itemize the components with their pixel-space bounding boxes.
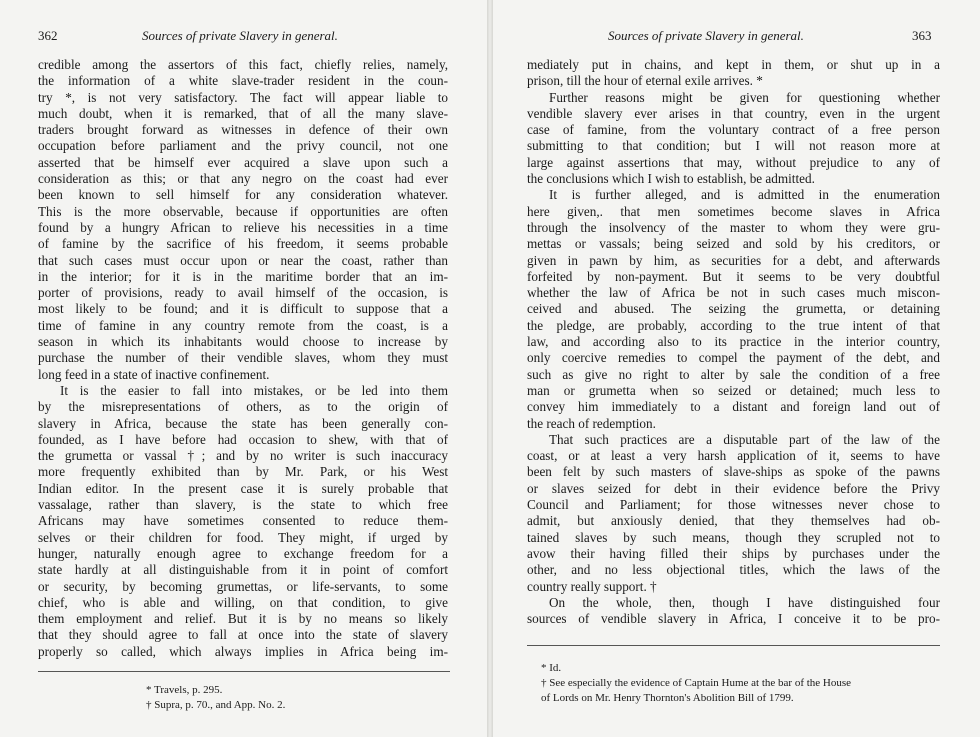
text-line: by the misrepresentations of others, as to the origin of (38, 399, 448, 415)
text-line: consideration as this; or that any negro on the coast had ever (38, 171, 448, 187)
text-line: tained slaves by such means, though they scrupled not to (527, 529, 940, 545)
footnote: of Lords on Mr. Henry Thornton's Abolition Bill of 1799. (541, 692, 794, 704)
text-line: Indian editor. In the present case it is surely probable that (38, 480, 448, 496)
text-line: purchase the number of their vendible slaves, whom they must (38, 350, 448, 366)
text-line: mediately put in chains, and kept in them, or shut up in a (527, 57, 940, 72)
text-line: That such practices are a disputable part of the law of the (549, 431, 940, 447)
text-line: time of famine in any country remote from the coast, is a (38, 317, 448, 333)
page-number: 362 (38, 28, 58, 43)
text-line: of famine by the sacrifice of his freedom, it seems probable (38, 236, 448, 252)
right-page (490, 0, 980, 737)
text-line: that such cases must occur upon or near the coast, rather than (38, 252, 448, 268)
text-line: much doubt, when it is remarked, that of all the many slave- (38, 105, 448, 121)
text-line: founded, as I have before had occasion to shew, with that of (38, 431, 448, 447)
text-line: occupation before parliament and the privy council, not one (38, 138, 448, 154)
text-line: long feed in a state of inactive confinement. (38, 366, 270, 382)
text-line: the conclusions which I wish to establish, be admitted. (527, 171, 815, 187)
text-line: vendible slavery ever arises in that country, even in the urgent (527, 105, 940, 121)
text-line: avow their having filled their ships by purchases under the (527, 545, 940, 561)
text-line: law, and according also to its practice in the interior country, (527, 334, 940, 350)
text-line: admit, but anxiously denied, that they themselves had ob- (527, 513, 940, 529)
text-line: try *, is not very satisfactory. The fact will appear liable to (38, 89, 448, 105)
body-text (38, 57, 448, 660)
text-line: or security, by becoming grumettas, or life-servants, to some (38, 578, 448, 594)
text-line: given in pawn by him, as securities for a debt, and afterwards (527, 252, 940, 268)
text-line: other, and no less objectional titles, which the laws of the (527, 562, 940, 578)
text-line: prison, till the hour of eternal exile arrives. * (527, 73, 763, 89)
running-title: Sources of private Slavery in general. (608, 28, 804, 43)
text-line: found by a hungry African to relieve his necessities in a time (38, 219, 448, 235)
footnote: † Supra, p. 70., and App. No. 2. (146, 699, 286, 711)
text-line: slavery in Africa, because the state has been generally con- (38, 415, 448, 431)
text-line: It is further alleged, and is admitted in the enumeration (549, 187, 940, 203)
text-line: the information of a white slave-trader resident in the coun- (38, 73, 448, 89)
text-line: the pledge, are probably, according to the true intent of that (527, 317, 940, 333)
text-line: selves or their children for food. They might, if urged by (38, 529, 448, 545)
footnote: * Travels, p. 295. (146, 684, 223, 696)
text-line: large against assertions that may, without prejudice to any of (527, 154, 940, 170)
text-line: On the whole, then, though I have distinguished four (549, 594, 940, 610)
text-line: properly so called, which always implies in Africa being im- (38, 643, 448, 659)
text-line: forfeited by non-payment. But it seems to be very doubtful (527, 268, 940, 284)
text-line: coast, or at least a very harsh application of it, seems to have (527, 448, 940, 464)
text-line: such as give no right to alter by sale the condition of a free (527, 366, 940, 382)
footnote-rule (38, 671, 450, 672)
footnotes (146, 683, 446, 713)
text-line: chief, who is able and willing, on that condition, to give (38, 594, 448, 610)
body-text (527, 57, 940, 627)
text-line: country really support. † (527, 578, 657, 594)
footnote: * Id. (541, 662, 562, 674)
text-line: whether the law of Africa be not in such cases much miscon- (527, 285, 940, 301)
text-line: asserted that be himself ever acquired a slave upon such a (38, 154, 448, 170)
text-line: been felt by such masters of slave-ships as spoke of the pawns (527, 464, 940, 480)
text-line: Further reasons might be given for questioning whether (549, 89, 940, 105)
page-number: 363 (912, 28, 932, 43)
footnote-rule (527, 645, 940, 646)
text-line: Africans may have sometimes consented to reduce them- (38, 513, 448, 529)
text-line: porter of provisions, ready to avail himself of the occasion, is (38, 285, 448, 301)
text-line: state hardly at all distinguishable from it in point of comfort (38, 562, 448, 578)
text-line: convey him immediately to a distant and foreign land out of (527, 399, 940, 415)
text-line: or slaves seized for debt in their evidence before the Privy (527, 480, 940, 496)
text-line: credible among the assertors of this fact, chiefly relies, namely, (38, 57, 448, 72)
text-line: hunger, naturally enough agree to exchange freedom for a (38, 545, 448, 561)
text-line: sources of vendible slavery in Africa, I conceive it to be pro- (527, 611, 940, 627)
text-line: Council and Parliament; for those witnesses never chose to (527, 497, 940, 513)
text-line: in the interior; for it is in the maritime border that an im- (38, 268, 448, 284)
text-line: mettas or vassals; being seized and sold by his creditors, or (527, 236, 940, 252)
text-line: case of famine, from the voluntary contract of a free person (527, 122, 940, 138)
text-line: been known to sell himself for any consideration whatever. (38, 187, 448, 203)
text-line: season in which its inhabitants would choose to increase by (38, 334, 448, 350)
text-line: submitting to that condition; but I will not reason more at (527, 138, 940, 154)
text-line: here given,. that men sometimes become slaves in Africa (527, 203, 940, 219)
footnote: † See especially the evidence of Captain Hume at the bar of the House (541, 677, 852, 689)
footnotes (541, 661, 961, 706)
text-line: It is the easier to fall into mistakes, or be led into them (60, 382, 448, 398)
text-line: ceived and abused. The seizing the grumetta, or detaining (527, 301, 940, 317)
text-line: This is the more observable, because if opportunities are often (38, 203, 448, 219)
text-line: only coercive remedies to compel the payment of the debt, and (527, 350, 940, 366)
running-title: Sources of private Slavery in general. (142, 28, 338, 43)
text-line: through the insolvency of the master to whom they were gru- (527, 219, 940, 235)
text-line: the grumetta or vassal †; and by no writer is such inaccuracy (38, 448, 448, 464)
text-line: vassalage, rather than slavery, is the state to which free (38, 497, 448, 513)
text-line: more frequently exhibited than by Mr. Park, or his West (38, 464, 448, 480)
text-line: man or grumetta when so seized or detained; much less to (527, 382, 940, 398)
text-line: them employment and relief. But it is by no means so likely (38, 611, 448, 627)
text-line: that they should agree to fall at once into the state of slavery (38, 627, 448, 643)
text-line: traders brought forward as witnesses in defence of their own (38, 122, 448, 138)
text-line: most likely to be found; and it is difficult to suppose that a (38, 301, 448, 317)
text-line: the reach of redemption. (527, 415, 656, 431)
